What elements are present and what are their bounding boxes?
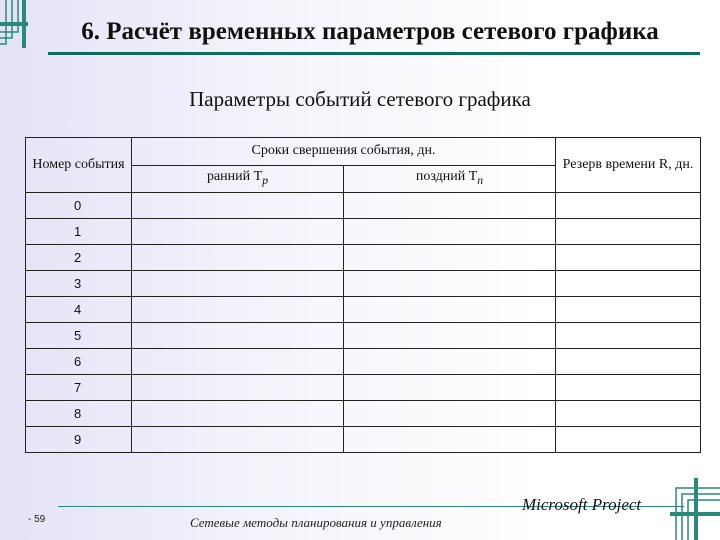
reserve-cell[interactable]	[556, 401, 701, 427]
table-row	[26, 349, 701, 375]
late-date-cell[interactable]	[344, 271, 556, 297]
reserve-cell[interactable]	[556, 193, 701, 219]
event-number-cell: 2	[26, 245, 132, 271]
early-date-cell[interactable]	[132, 271, 344, 297]
header-event-dates: Сроки свершения события, дн.	[132, 138, 556, 166]
header-early-date: ранний $T_р$	[132, 165, 344, 193]
page-number: - 59	[28, 514, 46, 525]
reserve-cell[interactable]	[556, 323, 701, 349]
course-name: Сетевые методы планирования и управления	[190, 515, 442, 530]
early-date-cell[interactable]	[132, 193, 344, 219]
reserve-cell[interactable]	[556, 427, 701, 453]
early-date-cell[interactable]	[132, 297, 344, 323]
table-row	[26, 219, 701, 245]
table-row	[26, 375, 701, 401]
early-date-cell[interactable]	[132, 375, 344, 401]
early-date-cell[interactable]	[132, 427, 344, 453]
early-date-cell[interactable]	[132, 349, 344, 375]
event-number-cell: 0	[26, 193, 132, 219]
event-number-cell: 7	[26, 375, 132, 401]
late-date-cell[interactable]	[344, 297, 556, 323]
reserve-cell[interactable]	[556, 375, 701, 401]
slide-title: 6. Расчёт временных параметров сетевого графика	[81, 18, 659, 45]
header-reserve: Резерв времени R, дн.	[556, 138, 701, 193]
header-event-number: Номер события	[26, 138, 132, 193]
table-row	[26, 271, 701, 297]
early-date-cell[interactable]	[132, 219, 344, 245]
reserve-cell[interactable]	[556, 297, 701, 323]
table-row	[26, 427, 701, 453]
late-date-cell[interactable]	[344, 349, 556, 375]
table-row	[26, 323, 701, 349]
table-caption: Параметры событий сетевого графика	[189, 87, 531, 111]
late-date-cell[interactable]	[344, 323, 556, 349]
table-row	[26, 193, 701, 219]
early-date-cell[interactable]	[132, 245, 344, 271]
title-underline	[48, 52, 700, 55]
reserve-cell[interactable]	[556, 349, 701, 375]
early-date-cell[interactable]	[132, 401, 344, 427]
table-row	[26, 245, 701, 271]
event-number-cell: 3	[26, 271, 132, 297]
application-name: Microsoft Project	[522, 495, 642, 514]
event-number-cell: 1	[26, 219, 132, 245]
event-parameters-table	[25, 137, 701, 453]
late-date-cell[interactable]	[344, 427, 556, 453]
event-number-cell: 8	[26, 401, 132, 427]
header-late-date: поздний $T_п$	[344, 165, 556, 193]
event-number-cell: 6	[26, 349, 132, 375]
table-row	[26, 297, 701, 323]
reserve-cell[interactable]	[556, 219, 701, 245]
bottom-right-corner-ornament	[660, 478, 720, 540]
reserve-cell[interactable]	[556, 271, 701, 297]
event-number-cell: 4	[26, 297, 132, 323]
late-date-cell[interactable]	[344, 401, 556, 427]
late-date-cell[interactable]	[344, 193, 556, 219]
late-date-cell[interactable]	[344, 375, 556, 401]
table-row	[26, 401, 701, 427]
early-date-cell[interactable]	[132, 323, 344, 349]
event-number-cell: 5	[26, 323, 132, 349]
late-date-cell[interactable]	[344, 219, 556, 245]
table-header-row	[26, 138, 701, 166]
event-number-cell: 9	[26, 427, 132, 453]
late-date-cell[interactable]	[344, 245, 556, 271]
reserve-cell[interactable]	[556, 245, 701, 271]
